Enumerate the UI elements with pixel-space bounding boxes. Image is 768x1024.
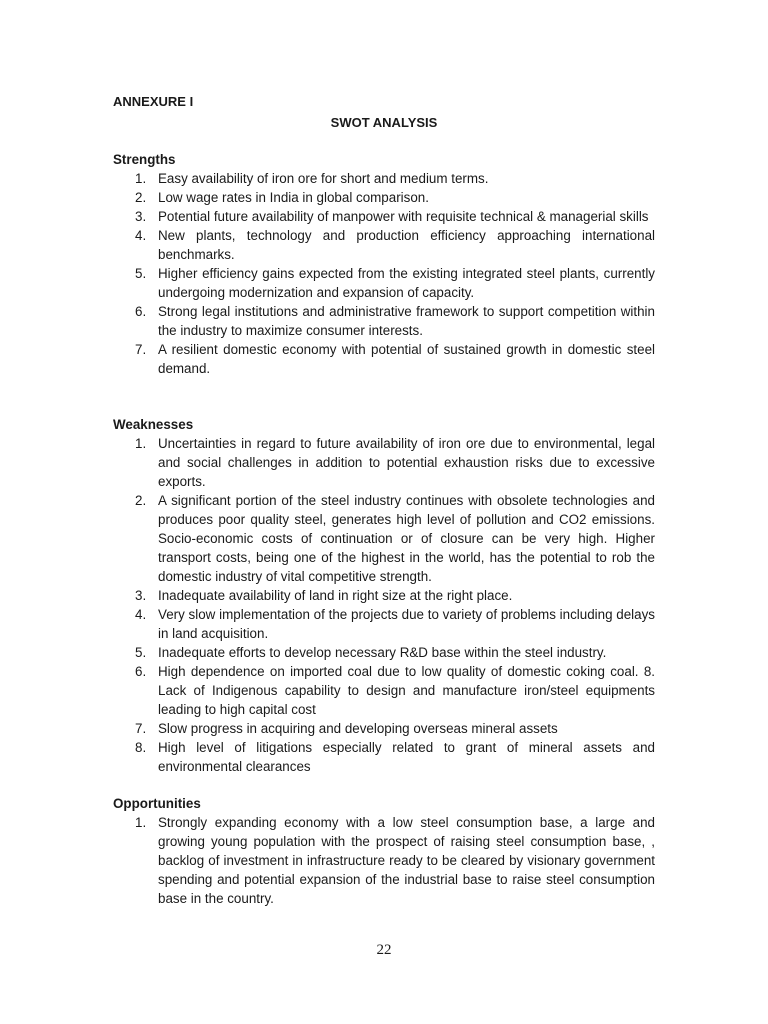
page-title: SWOT ANALYSIS — [330, 115, 438, 130]
list-item — [113, 302, 655, 340]
item-number: 7. — [135, 342, 147, 357]
item-number: 5. — [135, 645, 147, 660]
list-item — [113, 340, 655, 378]
item-text: New plants, technology and production efficiency approaching international benchmarks. — [158, 228, 655, 262]
section-heading-strengths: Strengths — [113, 152, 176, 167]
item-text: A significant portion of the steel industry continues with obsolete technologies and produces poor quality steel, generates high level of pollution and CO2 emissions. Socio-economic costs of continuation or of closure can be very high. Higher transport costs, being one of the highest in the world, has the potential to rob the domestic industry of vital competitive strength. — [158, 493, 655, 584]
item-number: 3. — [135, 588, 147, 603]
item-number: 4. — [135, 228, 147, 243]
item-text: Higher efficiency gains expected from the existing integrated steel plants, currently undergoing modernization and expansion of capacity. — [158, 266, 655, 300]
list-item — [113, 169, 655, 188]
item-text: High dependence on imported coal due to low quality of domestic coking coal. 8. Lack of Indigenous capability to design and manufacture iron/steel equipments leading to high capital cost — [158, 664, 655, 717]
annexure-label: ANNEXURE I — [113, 94, 194, 109]
item-number: 2. — [135, 190, 147, 205]
list-item — [113, 738, 655, 776]
item-text: Inadequate availability of land in right size at the right place. — [158, 588, 513, 603]
list-item — [113, 188, 655, 207]
item-number: 8. — [135, 740, 147, 755]
list-item — [113, 605, 655, 643]
list-item — [113, 434, 655, 491]
strengths-list — [113, 169, 655, 378]
item-text: Uncertainties in regard to future availability of iron ore due to environmental, legal and social challenges in addition to potential exhaustion risks due to excessive exports. — [158, 436, 655, 489]
item-number: 4. — [135, 607, 147, 622]
item-text: Inadequate efforts to develop necessary R&D base within the steel industry. — [158, 645, 607, 660]
item-number: 3. — [135, 209, 147, 224]
item-number: 5. — [135, 266, 147, 281]
page-number: 22 — [376, 942, 392, 958]
item-text: Very slow implementation of the projects due to variety of problems including delays in land acquisition. — [158, 607, 655, 641]
list-item — [113, 813, 655, 908]
section-heading-opportunities: Opportunities — [113, 796, 201, 811]
list-item — [113, 643, 655, 662]
item-number: 2. — [135, 493, 147, 508]
item-number: 6. — [135, 304, 147, 319]
item-text: High level of litigations especially related to grant of mineral assets and environmental clearances — [158, 740, 655, 774]
item-text: Potential future availability of manpower with requisite technical & managerial skills — [158, 209, 649, 224]
item-text: A resilient domestic economy with potential of sustained growth in domestic steel demand. — [158, 342, 655, 376]
item-number: 7. — [135, 721, 147, 736]
item-number: 1. — [135, 436, 147, 451]
item-text: Strong legal institutions and administrative framework to support competition within the industry to maximize consumer interests. — [158, 304, 655, 338]
weaknesses-list — [113, 434, 655, 776]
list-item — [113, 207, 655, 226]
list-item — [113, 264, 655, 302]
weaknesses-section — [113, 415, 655, 776]
opportunities-section — [113, 794, 655, 908]
list-item — [113, 226, 655, 264]
item-number: 6. — [135, 664, 147, 679]
list-item — [113, 586, 655, 605]
list-item — [113, 491, 655, 586]
item-text: Slow progress in acquiring and developing overseas mineral assets — [158, 721, 558, 736]
item-text: Low wage rates in India in global comparison. — [158, 190, 429, 205]
item-text: Easy availability of iron ore for short and medium terms. — [158, 171, 489, 186]
item-number: 1. — [135, 171, 147, 186]
item-text: Strongly expanding economy with a low steel consumption base, a large and growing young population with the prospect of raising steel consumption base, , backlog of investment in infrastructure ready to be cleared by visionary government spending and potential expansion of the industrial base to raise steel consumption base in the country. — [158, 815, 655, 906]
opportunities-list — [113, 813, 655, 908]
list-item — [113, 719, 655, 738]
section-heading-weaknesses: Weaknesses — [113, 417, 194, 432]
list-item — [113, 662, 655, 719]
item-number: 1. — [135, 815, 147, 830]
strengths-section — [113, 150, 655, 378]
